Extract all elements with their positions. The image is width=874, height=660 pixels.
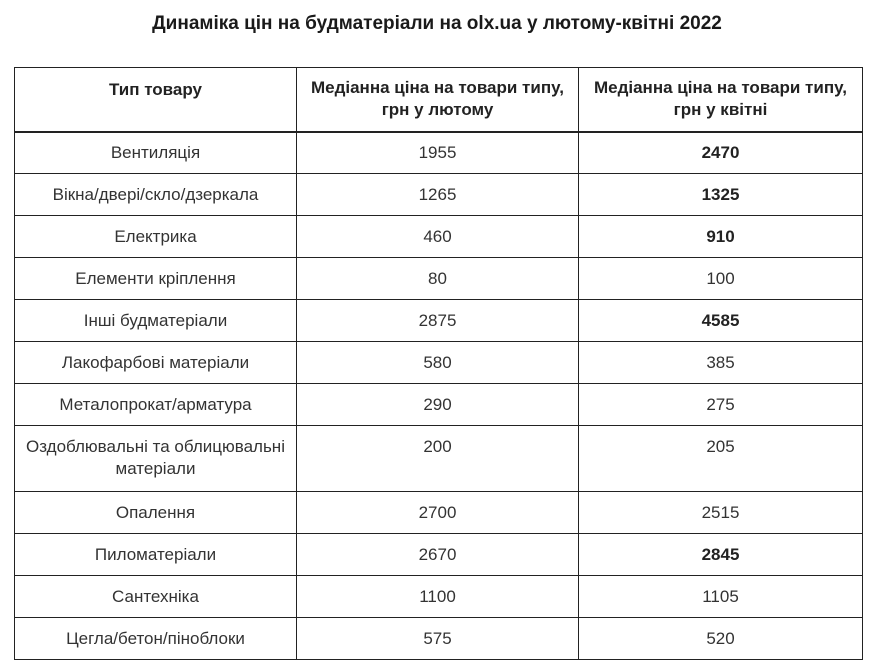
- february-price-cell: 2700: [297, 492, 579, 534]
- february-price-cell: 460: [297, 216, 579, 258]
- february-price-cell: 80: [297, 258, 579, 300]
- table-row: [15, 384, 863, 426]
- february-price-cell: 200: [297, 426, 579, 492]
- price-table: [14, 67, 863, 660]
- february-price-cell: 1265: [297, 174, 579, 216]
- table-row: [15, 300, 863, 342]
- april-price-cell: 2515: [579, 492, 863, 534]
- february-price-cell: 290: [297, 384, 579, 426]
- category-cell: Цегла/бетон/піноблоки: [15, 618, 297, 660]
- february-price-cell: 580: [297, 342, 579, 384]
- table-row: [15, 492, 863, 534]
- table-row: [15, 258, 863, 300]
- february-price-cell: 2670: [297, 534, 579, 576]
- february-price-cell: 1955: [297, 132, 579, 174]
- category-cell: Елементи кріплення: [15, 258, 297, 300]
- february-price-cell: 2875: [297, 300, 579, 342]
- table-row: [15, 576, 863, 618]
- category-cell: Сантехніка: [15, 576, 297, 618]
- april-price-cell: 205: [579, 426, 863, 492]
- april-price-cell: 520: [579, 618, 863, 660]
- category-cell: Металопрокат/арматура: [15, 384, 297, 426]
- column-header-category: Тип товару: [15, 68, 297, 132]
- table-row: [15, 132, 863, 174]
- category-cell: Опалення: [15, 492, 297, 534]
- april-price-cell: 1325: [579, 174, 863, 216]
- category-cell: Інші будматеріали: [15, 300, 297, 342]
- category-cell: Пиломатеріали: [15, 534, 297, 576]
- category-cell: Електрика: [15, 216, 297, 258]
- april-price-cell: 2845: [579, 534, 863, 576]
- table-row: [15, 216, 863, 258]
- table-header-row: [15, 68, 863, 132]
- table-row: [15, 534, 863, 576]
- april-price-cell: 2470: [579, 132, 863, 174]
- column-header-february: Медіанна ціна на товари типу, грн у лютому: [297, 68, 579, 132]
- table-title: Динаміка цін на будматеріали на olx.ua у лютому-квітні 2022: [152, 13, 722, 34]
- category-cell: Вентиляція: [15, 132, 297, 174]
- table-row: [15, 426, 863, 492]
- category-cell: Оздоблювальні та облицювальні матеріали: [15, 426, 297, 492]
- column-header-april: Медіанна ціна на товари типу, грн у квітні: [579, 68, 863, 132]
- category-cell: Вікна/двері/скло/дзеркала: [15, 174, 297, 216]
- table-row: [15, 174, 863, 216]
- april-price-cell: 4585: [579, 300, 863, 342]
- april-price-cell: 385: [579, 342, 863, 384]
- february-price-cell: 1100: [297, 576, 579, 618]
- april-price-cell: 275: [579, 384, 863, 426]
- april-price-cell: 910: [579, 216, 863, 258]
- table-row: [15, 342, 863, 384]
- february-price-cell: 575: [297, 618, 579, 660]
- table-row: [15, 618, 863, 660]
- category-cell: Лакофарбові матеріали: [15, 342, 297, 384]
- april-price-cell: 1105: [579, 576, 863, 618]
- april-price-cell: 100: [579, 258, 863, 300]
